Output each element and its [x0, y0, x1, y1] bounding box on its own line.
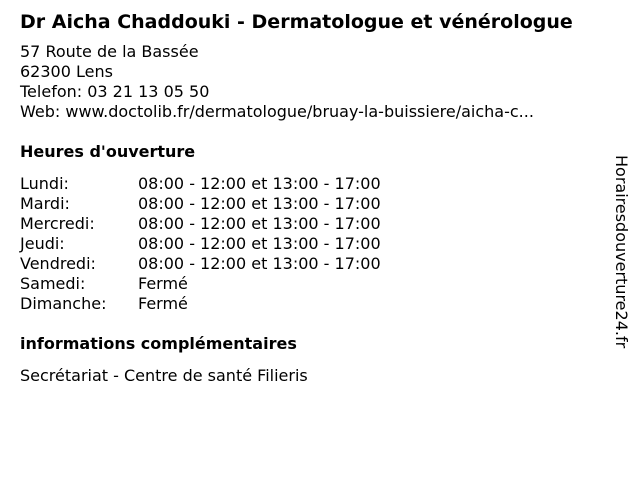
day-label: Mardi: [20, 194, 70, 213]
time-value: Fermé [138, 274, 188, 293]
hours-row-jeudi [20, 234, 610, 254]
watermark [609, 133, 633, 371]
hours-row-vendredi [20, 254, 610, 274]
time-value: 08:00 - 12:00 et 13:00 - 17:00 [138, 254, 381, 273]
hours-row-mardi [20, 194, 610, 214]
opening-hours-table [20, 174, 610, 314]
info-heading: informations complémentaires [20, 334, 297, 353]
day-label: Vendredi: [20, 254, 96, 273]
watermark-text: Horairesdouverture24.fr [612, 155, 631, 349]
day-label: Jeudi: [20, 234, 65, 253]
info-text: Secrétariat - Centre de santé Filieris [20, 366, 308, 385]
business-card [20, 10, 610, 386]
address-block [20, 42, 610, 122]
hours-row-samedi [20, 274, 610, 294]
hours-row-lundi [20, 174, 610, 194]
day-label: Mercredi: [20, 214, 95, 233]
time-value: Fermé [138, 294, 188, 313]
hours-heading: Heures d'ouverture [20, 142, 196, 161]
address-street: 57 Route de la Bassée [20, 42, 199, 61]
day-label: Lundi: [20, 174, 69, 193]
website-link[interactable]: Web: www.doctolib.fr/dermatologue/bruay-la-buissiere/aicha-c... [20, 102, 534, 121]
hours-row-dimanche [20, 294, 610, 314]
address-city: 62300 Lens [20, 62, 113, 81]
time-value: 08:00 - 12:00 et 13:00 - 17:00 [138, 194, 381, 213]
time-value: 08:00 - 12:00 et 13:00 - 17:00 [138, 234, 381, 253]
phone-number: Telefon: 03 21 13 05 50 [20, 82, 210, 101]
day-label: Samedi: [20, 274, 86, 293]
time-value: 08:00 - 12:00 et 13:00 - 17:00 [138, 214, 381, 233]
day-label: Dimanche: [20, 294, 107, 313]
page-title: Dr Aicha Chaddouki - Dermatologue et vénérologue [20, 11, 573, 33]
time-value: 08:00 - 12:00 et 13:00 - 17:00 [138, 174, 381, 193]
hours-row-mercredi [20, 214, 610, 234]
